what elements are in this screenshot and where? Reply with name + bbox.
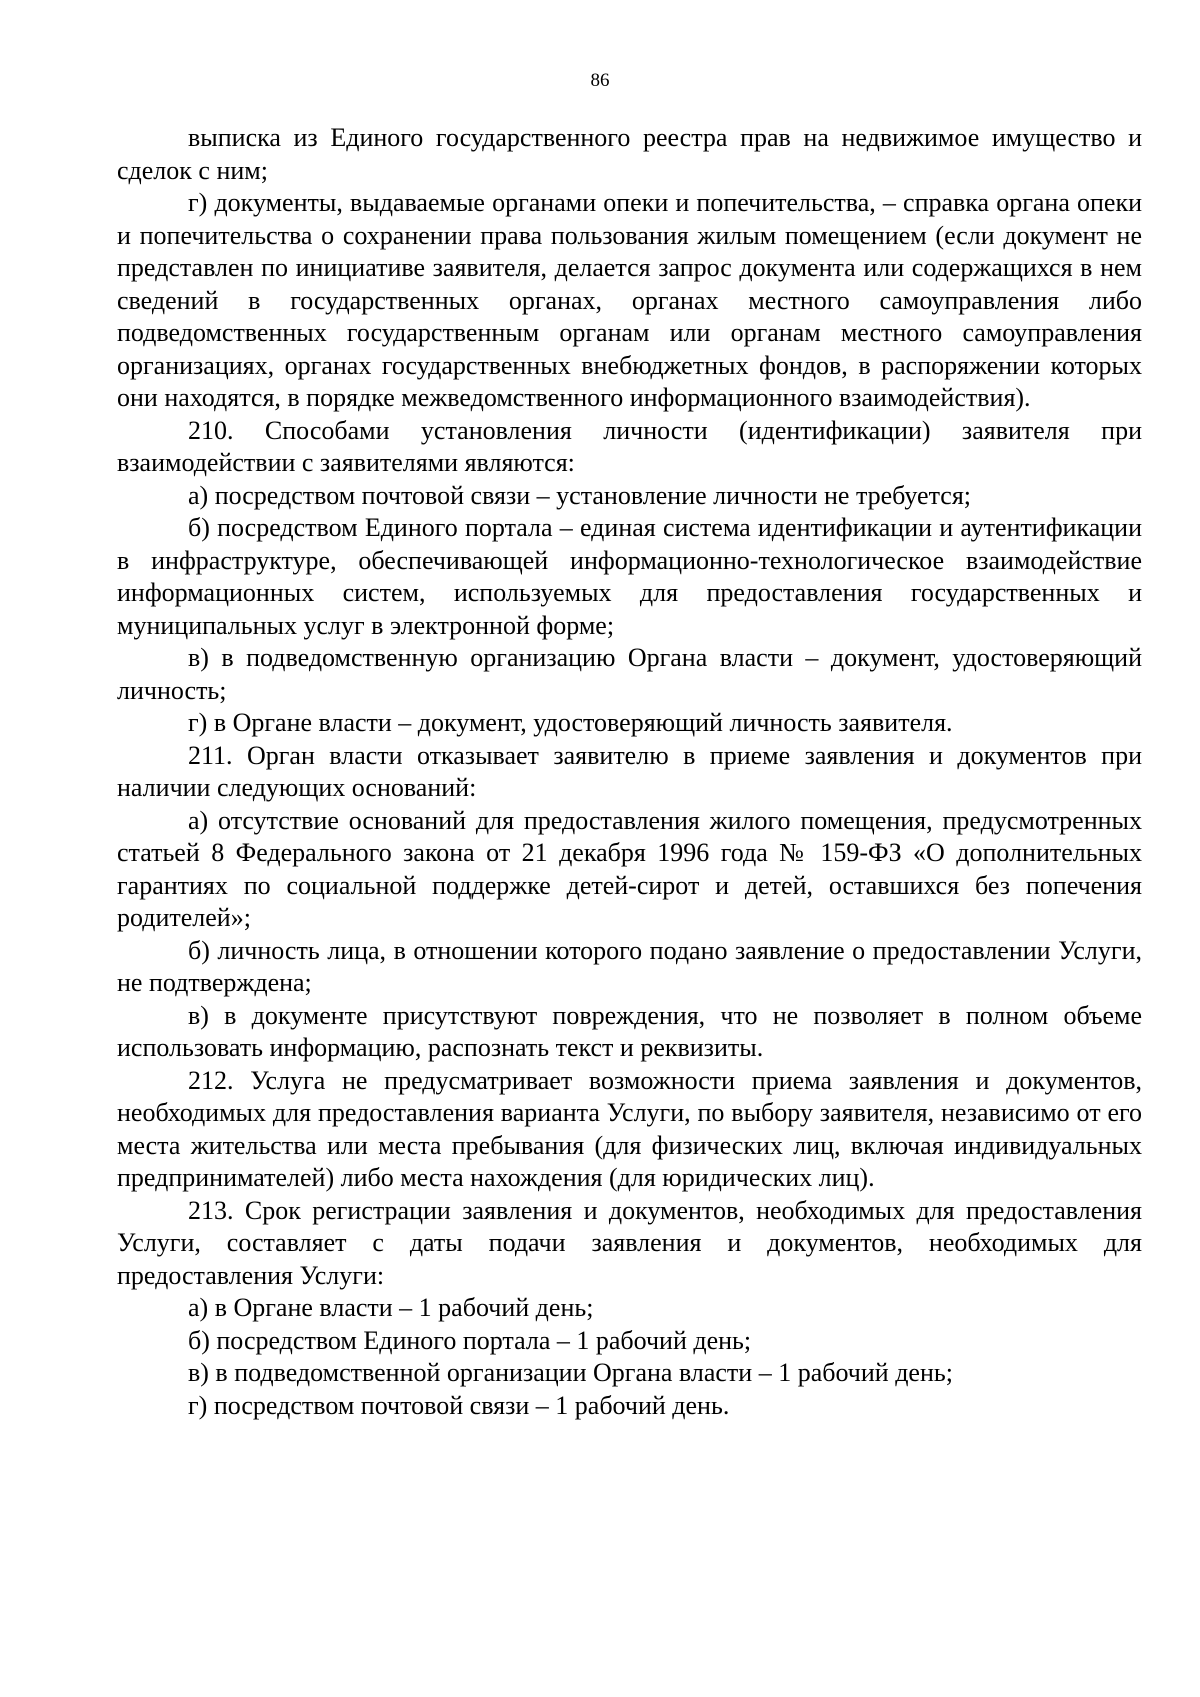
paragraph-210-v: в) в подведомственную организацию Органа власти – документ, удостоверяющий личность; bbox=[117, 643, 1142, 705]
paragraph-211: 211. Орган власти отказывает заявителю в приеме заявления и документов при наличии следующих оснований: bbox=[117, 740, 1142, 802]
paragraph-210-a: а) посредством почтовой связи – установление личности не требуется; bbox=[188, 480, 971, 510]
paragraph-213-b: б) посредством Единого портала – 1 рабочий день; bbox=[188, 1325, 752, 1355]
paragraph-211-a: а) отсутствие оснований для предоставления жилого помещения, предусмотренных статьей 8 Федерального закона от 21 декабря 1996 года № 159-ФЗ «О дополнительных гарантиях по социальной поддержке детей-сирот и детей, оставшихся без попечения родителей»; bbox=[117, 805, 1142, 932]
paragraph-213: 213. Срок регистрации заявления и документов, необходимых для предоставления Услуги, составляет с даты подачи заявления и документов, необходимых для предоставления Услуги: bbox=[117, 1195, 1142, 1290]
paragraph-212: 212. Услуга не предусматривает возможности приема заявления и документов, необходимых для предоставления варианта Услуги, по выбору заявителя, независимо от его места жительства или места пребывания (для физических лиц, включая индивидуальных предпринимателей) либо места нахождения (для юридических лиц). bbox=[117, 1065, 1142, 1192]
paragraph-extract-registry: выписка из Единого государственного реестра прав на недвижимое имущество и сделок с ним; bbox=[117, 123, 1142, 185]
paragraph-213-g: г) посредством почтовой связи – 1 рабочий день. bbox=[188, 1390, 730, 1420]
page-number: 86 bbox=[590, 70, 610, 91]
paragraph-210-b: б) посредством Единого портала – единая система идентификации и аутентификации в инфраструктуре, обеспечивающей информационно-технологическое взаимодействие информационных систем, используемых для предоставления государственных и муниципальных услуг в электронной форме; bbox=[117, 513, 1142, 640]
paragraph-210-g: г) в Органе власти – документ, удостоверяющий личность заявителя. bbox=[188, 708, 953, 737]
paragraph-211-v: в) в документе присутствуют повреждения, что не позволяет в полном объеме использовать информацию, распознать текст и реквизиты. bbox=[117, 1000, 1142, 1062]
paragraph-213-a: а) в Органе власти – 1 рабочий день; bbox=[188, 1293, 594, 1322]
paragraph-211-b: б) личность лица, в отношении которого подано заявление о предоставлении Услуги, не подтверждена; bbox=[117, 935, 1142, 997]
document-body bbox=[117, 122, 1142, 1422]
paragraph-guardianship-docs: г) документы, выдаваемые органами опеки и попечительства, – справка органа опеки и попечительства о сохранении права пользования жилым помещением (если документ не представлен по инициативе заявителя, делается запрос документа или содержащихся в нем сведений в государственных органах, органах местного самоуправления либо подведомственных государственным органам или органам местного самоуправления организациях, органах государственных внебюджетных фондов, в распоряжении которых они находятся, в порядке межведомственного информационного взаимодействия). bbox=[117, 188, 1142, 412]
paragraph-213-v: в) в подведомственной организации Органа власти – 1 рабочий день; bbox=[188, 1358, 953, 1387]
paragraph-210: 210. Способами установления личности (идентификации) заявителя при взаимодействии с заявителями являются: bbox=[117, 415, 1142, 477]
